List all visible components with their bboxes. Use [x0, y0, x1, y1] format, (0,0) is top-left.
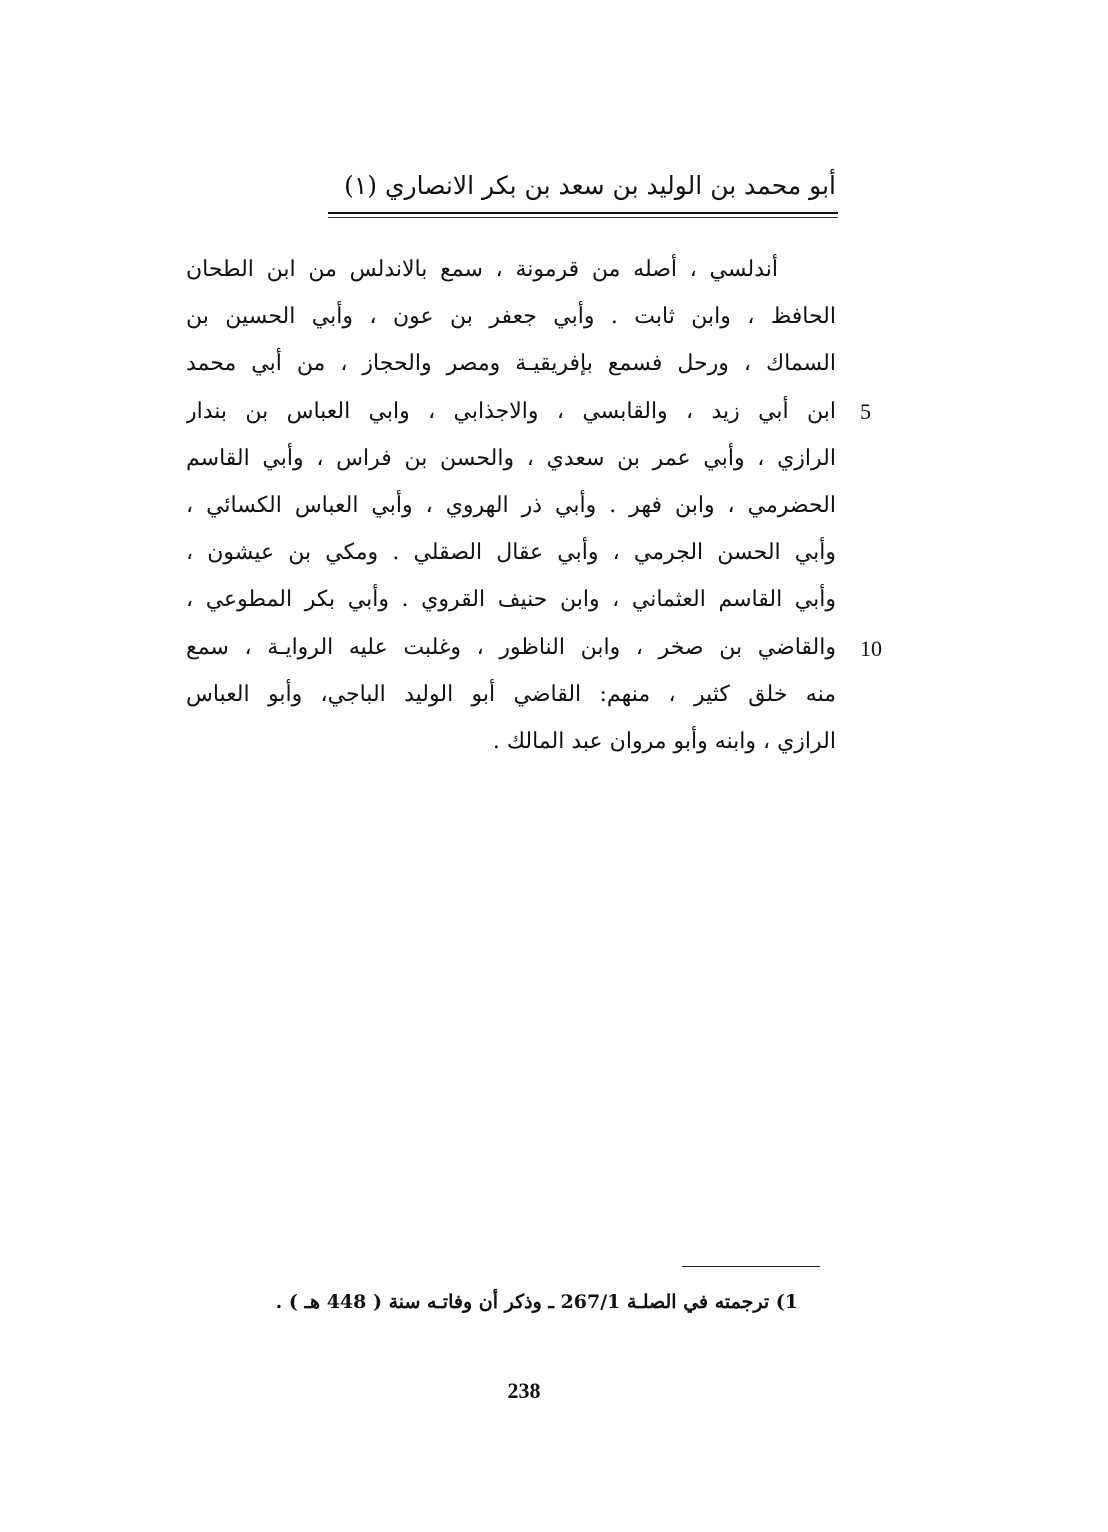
body-line: السماك ، ورحل فسمع بإفريقيـة ومصر والحجاز ، من أبي محمد [186, 351, 836, 377]
body-line: وأبي الحسن الجرمي ، وأبي عقال الصقلي . ومكي بن عيشون ، [186, 540, 836, 566]
body-text [186, 246, 836, 765]
body-line: والقاضي بن صخر ، وابن الناظور ، وغلبت عليه الروايـة ، سمع [186, 634, 836, 660]
body-line: الحضرمي ، وابن فهر . وأبي ذر الهروي ، وأبي العباس الكسائي ، [186, 492, 836, 518]
body-line: منه خلق كثير ، منهم: القاضي أبو الوليد الباجي، وأبو العباس [186, 681, 836, 707]
page-number: 238 [507, 1378, 541, 1403]
line-number-10: 10 [860, 635, 882, 661]
footnote-rule [682, 1266, 820, 1267]
entry-heading: أبو محمد بن الوليد بن سعد بن بكر الانصاري (١) [344, 171, 836, 200]
heading-rule-thin [328, 217, 838, 218]
body-line: ابن أبي زيد ، والقابسي ، والاجذابي ، وابي العباس بن بندار [186, 398, 836, 424]
body-line: الرازي ، وابنه وأبو مروان عبد المالك . [492, 728, 836, 754]
body-line: الحافظ ، وابن ثابت . وأبي جعفر بن عون ، وأبي الحسين بن [186, 304, 836, 330]
body-line: الرازي ، وأبي عمر بن سعدي ، والحسن بن فراس ، وأبي القاسم [186, 445, 836, 471]
heading-rule [328, 212, 838, 214]
body-line: أندلسي ، أصله من قرمونة ، سمع بالاندلس من ابن الطحان [186, 257, 778, 282]
body-line: وأبي القاسم العثماني ، وابن حنيف القروي . وأبي بكر المطوعي ، [186, 587, 836, 613]
footnote: 1) ترجمته في الصلـة 267/1 ـ وذكر أن وفاتـه سنة ( 448 هـ ) . [275, 1291, 798, 1313]
line-number-5: 5 [860, 398, 871, 424]
